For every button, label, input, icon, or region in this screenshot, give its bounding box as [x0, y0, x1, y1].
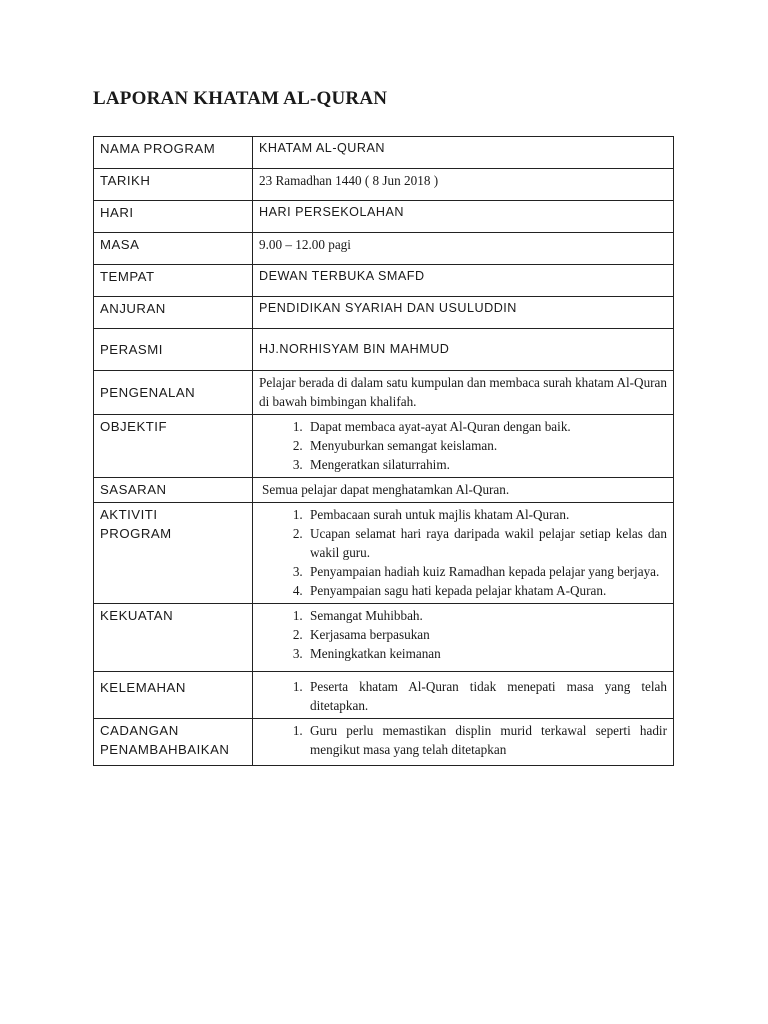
row-label: NAMA PROGRAM — [94, 137, 253, 169]
row-value-list — [253, 719, 674, 766]
row-label: PERASMI — [94, 329, 253, 371]
kekuatan-list — [259, 606, 667, 663]
table-row — [94, 265, 674, 297]
list-item: 1. Peserta khatam Al-Quran tidak menepati masa yang telah ditetapkan. — [306, 677, 667, 715]
row-label: KELEMAHAN — [94, 672, 253, 719]
objektif-list — [259, 417, 667, 474]
table-row — [94, 169, 674, 201]
row-value: HJ.NORHISYAM BIN MAHMUD — [253, 329, 674, 371]
row-label: OBJEKTIF — [94, 415, 253, 478]
table-row — [94, 201, 674, 233]
kelemahan-list — [259, 677, 667, 715]
list-item: 1. Guru perlu memastikan displin murid terkawal seperti hadir mengikut masa yang telah ditetapkan — [306, 721, 667, 759]
list-item: 2. Ucapan selamat hari raya daripada wakil pelajar setiap kelas dan wakil guru. — [306, 524, 667, 562]
table-row — [94, 478, 674, 503]
row-label-line: PENAMBAHBAIKAN — [100, 742, 230, 757]
list-item: 1. Semangat Muhibbah. — [306, 606, 667, 625]
list-item: 1. Dapat membaca ayat-ayat Al-Quran dengan baik. — [306, 417, 667, 436]
row-label: TEMPAT — [94, 265, 253, 297]
table-row — [94, 604, 674, 672]
row-value: HARI PERSEKOLAHAN — [253, 201, 674, 233]
row-value-list — [253, 503, 674, 604]
row-value: KHATAM AL-QURAN — [253, 137, 674, 169]
list-item: 3. Meningkatkan keimanan — [306, 644, 667, 663]
row-label — [94, 503, 253, 604]
aktiviti-list — [259, 505, 667, 600]
table-row — [94, 137, 674, 169]
row-label: SASARAN — [94, 478, 253, 503]
row-label: KEKUATAN — [94, 604, 253, 672]
row-value-list — [253, 604, 674, 672]
list-item: 2. Kerjasama berpasukan — [306, 625, 667, 644]
row-label: MASA — [94, 233, 253, 265]
table-row — [94, 233, 674, 265]
report-table — [93, 136, 674, 766]
list-item: 3. Mengeratkan silaturrahim. — [306, 455, 667, 474]
row-value: Pelajar berada di dalam satu kumpulan dan membaca surah khatam Al-Quran di bawah bimbingan khalifah. — [253, 371, 674, 415]
table-row — [94, 371, 674, 415]
row-value: Semua pelajar dapat menghatamkan Al-Quran. — [253, 478, 674, 503]
table-row — [94, 297, 674, 329]
table-row — [94, 672, 674, 719]
list-item: 1. Pembacaan surah untuk majlis khatam Al-Quran. — [306, 505, 667, 524]
table-row — [94, 415, 674, 478]
row-value-list — [253, 672, 674, 719]
list-item: 4. Penyampaian sagu hati kepada pelajar khatam A-Quran. — [306, 581, 667, 600]
row-value: PENDIDIKAN SYARIAH DAN USULUDDIN — [253, 297, 674, 329]
row-label-line: CADANGAN — [100, 723, 179, 738]
cadangan-list — [259, 721, 667, 759]
table-row — [94, 719, 674, 766]
list-item: 2. Menyuburkan semangat keislaman. — [306, 436, 667, 455]
row-label — [94, 719, 253, 766]
row-value-list — [253, 415, 674, 478]
row-label: HARI — [94, 201, 253, 233]
row-value: 9.00 – 12.00 pagi — [253, 233, 674, 265]
table-row — [94, 503, 674, 604]
table-row — [94, 329, 674, 371]
row-value: DEWAN TERBUKA SMAFD — [253, 265, 674, 297]
list-item: 3. Penyampaian hadiah kuiz Ramadhan kepada pelajar yang berjaya. — [306, 562, 667, 581]
row-value: 23 Ramadhan 1440 ( 8 Jun 2018 ) — [253, 169, 674, 201]
row-label: PENGENALAN — [94, 371, 253, 415]
page-title: LAPORAN KHATAM AL-QURAN — [93, 88, 388, 109]
row-label: TARIKH — [94, 169, 253, 201]
row-label-line: AKTIVITI — [100, 507, 158, 522]
row-label: ANJURAN — [94, 297, 253, 329]
row-label-line: PROGRAM — [100, 526, 172, 541]
